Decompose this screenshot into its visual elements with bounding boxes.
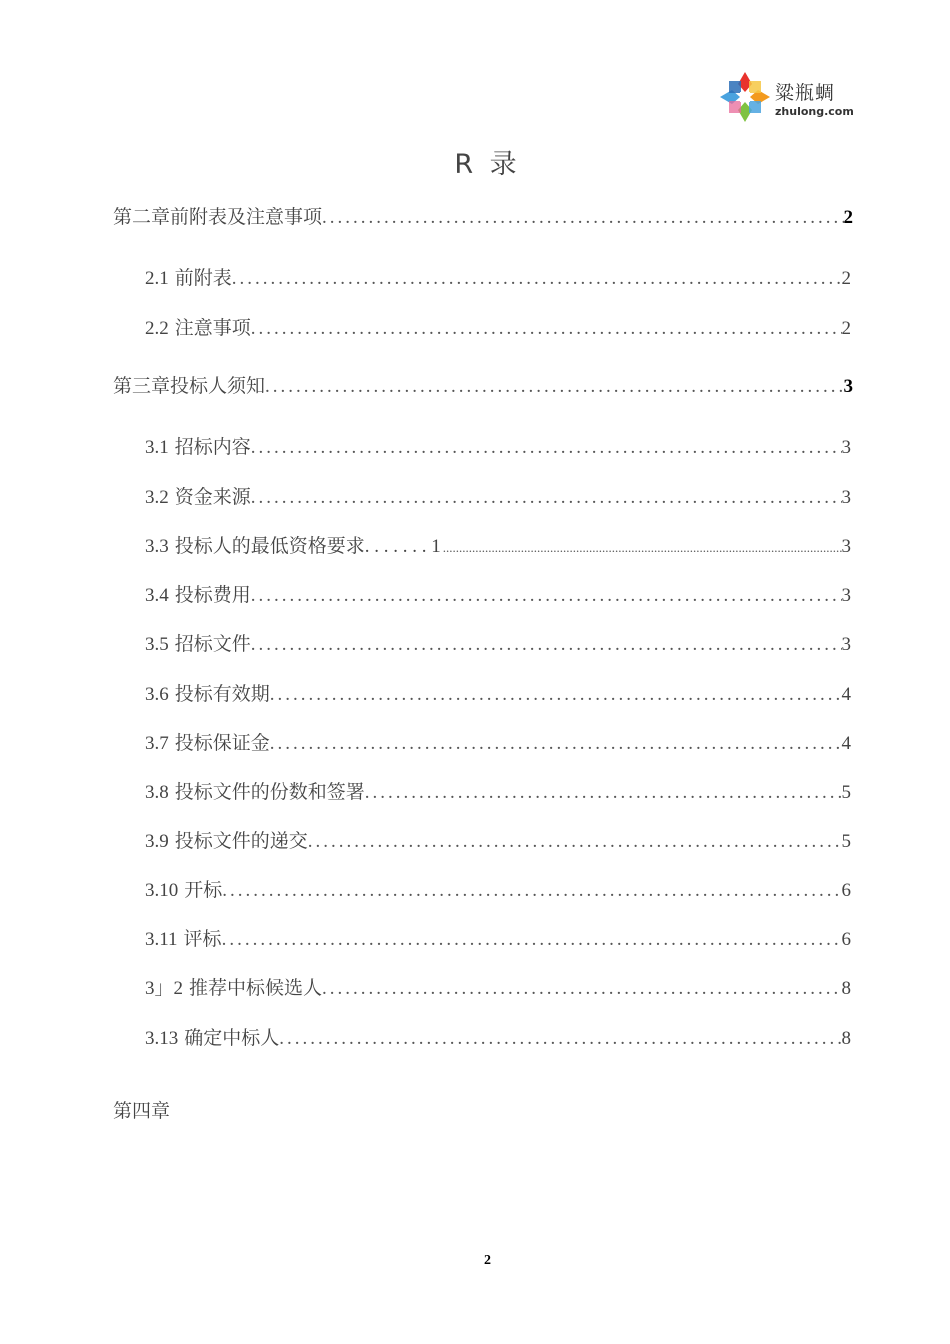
logo-domain: zhulong.com	[775, 105, 854, 118]
toc-section-entry[interactable]	[145, 777, 851, 804]
toc-dot-leader	[251, 437, 842, 459]
toc-entry-label: 投标保证金	[174, 733, 270, 754]
toc-dot-leader	[251, 487, 842, 509]
toc-entry-label: 评标	[183, 929, 222, 950]
toc-section-entry[interactable]	[145, 629, 851, 656]
toc-dot-leader	[270, 684, 842, 706]
toc-dot-leader	[308, 831, 842, 853]
toc-entry-label: 投标文件的递交	[174, 831, 308, 852]
toc-entry-number: 2.1	[145, 268, 169, 289]
toc-section-entry[interactable]	[145, 728, 851, 755]
toc-page-number: 4	[841, 733, 851, 754]
toc-entry-label: 招标文件	[174, 634, 251, 655]
toc-section-entry[interactable]	[145, 875, 851, 902]
toc-entry-number: 3.3	[145, 536, 169, 557]
toc-entry-label: 资金来源	[174, 487, 251, 508]
toc-entry-extra: . . . . . . . 1	[364, 536, 441, 557]
toc-entry-number: 3.13	[145, 1028, 179, 1049]
toc-dot-leader	[251, 634, 842, 656]
toc-entry-number: 3.2	[145, 487, 169, 508]
toc-section-entry[interactable]	[145, 482, 851, 509]
toc-page-number: 2	[841, 268, 851, 289]
toc-section-entry[interactable]	[145, 973, 851, 1000]
toc-dot-leader	[270, 733, 842, 755]
toc-dot-leader	[222, 880, 841, 902]
toc-dot-leader	[222, 929, 842, 951]
toc-entry-label: 招标内容	[174, 437, 251, 458]
toc-entry-number: 3.7	[145, 733, 169, 754]
toc-entry-number: 3.6	[145, 684, 169, 705]
logo-chinese-name: 粱瓶蜩	[775, 82, 836, 104]
toc-dot-leader	[232, 268, 842, 290]
toc-chapter-entry[interactable]	[113, 371, 853, 398]
toc-entry-label: 前附表	[174, 268, 232, 289]
toc-entry-label: 投标有效期	[174, 684, 270, 705]
toc-section-entry[interactable]	[145, 679, 851, 706]
toc-page-number: 3	[843, 376, 853, 397]
toc-page-number: 2	[843, 207, 853, 228]
toc-entry-number: 3.10	[145, 880, 179, 901]
toc-dot-leader	[365, 782, 842, 804]
toc-chapter-entry[interactable]	[113, 202, 853, 229]
toc-page-number: 3	[841, 536, 851, 557]
toc-entry-number: 3.1	[145, 437, 169, 458]
toc-page-number: 5	[841, 782, 851, 803]
page-number: 2	[484, 1253, 491, 1268]
toc-dot-leader	[322, 978, 841, 1000]
toc-entry-label: 第三章投标人须知	[113, 376, 266, 397]
toc-dot-leader	[322, 207, 843, 229]
toc-entry-label: 第二章前附表及注意事项	[113, 207, 323, 228]
toc-section-entry[interactable]	[145, 826, 851, 853]
toc-entry-label: 投标人的最低资格要求	[174, 536, 365, 557]
toc-entry-label: 投标费用	[174, 585, 251, 606]
toc-page-number: 6	[841, 929, 851, 950]
toc-entry-number: 3.8	[145, 782, 169, 803]
zhulong-logo-mark	[718, 70, 772, 124]
toc-page-number: 4	[841, 684, 851, 705]
toc-section-entry[interactable]	[145, 432, 851, 459]
toc-section-entry[interactable]	[145, 1023, 851, 1050]
toc-page-number: 3	[841, 437, 851, 458]
zhulong-logo	[718, 70, 858, 124]
toc-section-entry[interactable]	[145, 924, 851, 951]
toc-page-number: 8	[841, 978, 851, 999]
toc-entry-label: 开标	[184, 880, 223, 901]
toc-page-number: 6	[841, 880, 851, 901]
toc-entry-label: 投标文件的份数和签署	[174, 782, 365, 803]
toc-dot-leader	[265, 376, 843, 398]
toc-dot-leader	[279, 1028, 841, 1050]
toc-section-entry[interactable]	[145, 580, 851, 607]
toc-entry-number: 3」2	[145, 978, 184, 999]
toc-dot-leader	[443, 540, 842, 556]
toc-entry-number: 3.5	[145, 634, 169, 655]
toc-entry-number: 3.9	[145, 831, 169, 852]
toc-entry-label: 推荐中标候选人	[189, 978, 323, 999]
toc-page-number: 8	[841, 1028, 851, 1049]
chapter-four-heading: 第四章	[113, 1101, 171, 1122]
toc-section-entry[interactable]	[145, 531, 851, 558]
toc-dot-leader	[251, 585, 842, 607]
toc-page-number: 3	[841, 634, 851, 655]
toc-entry-number: 3.11	[145, 929, 178, 950]
toc-section-entry[interactable]	[145, 263, 851, 290]
toc-title: R 录	[454, 149, 521, 180]
toc-dot-leader	[251, 318, 842, 340]
toc-page-number: 5	[841, 831, 851, 852]
toc-entry-number: 3.4	[145, 585, 169, 606]
toc-page-number: 3	[841, 487, 851, 508]
toc-entry-label: 确定中标人	[184, 1028, 280, 1049]
toc-page-number: 3	[841, 585, 851, 606]
toc-page-number: 2	[841, 318, 851, 339]
toc-section-entry[interactable]	[145, 313, 851, 340]
toc-entry-number: 2.2	[145, 318, 169, 339]
toc-entry-label: 注意事项	[174, 318, 251, 339]
